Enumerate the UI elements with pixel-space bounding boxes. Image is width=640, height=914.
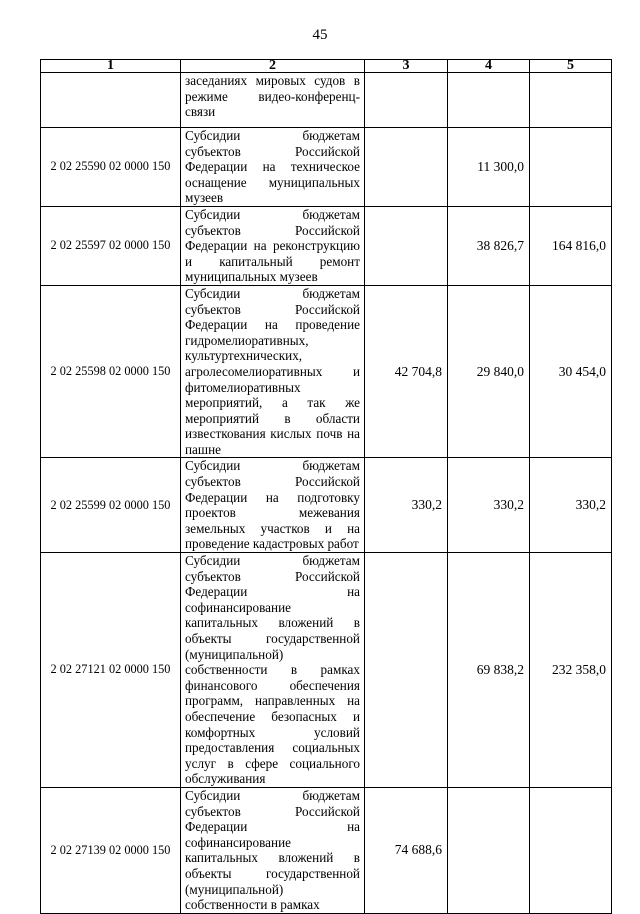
description-line: режиме видео-конференц- xyxy=(185,88,360,104)
column-header-5: 5 xyxy=(530,60,612,73)
amount-col5-cell xyxy=(530,73,612,128)
description-line: предоставления социальных xyxy=(185,740,360,756)
description-line: комфортных условий xyxy=(185,724,360,740)
description-line: Субсидии бюджетам xyxy=(185,128,360,143)
description-line: Федерации на реконструкцию xyxy=(185,238,360,254)
amount-col3-cell: 330,2 xyxy=(365,458,448,553)
description-line: Субсидии бюджетам xyxy=(185,458,360,474)
table-row xyxy=(41,128,612,207)
amount-col5-cell xyxy=(530,787,612,913)
amount-col4-cell xyxy=(448,73,530,128)
amount-col4-cell: 11 300,0 xyxy=(448,128,530,207)
budget-code-cell: 2 02 27121 02 0000 150 xyxy=(41,553,181,788)
description-line: Субсидии бюджетам xyxy=(185,553,360,569)
amount-col4-cell: 69 838,2 xyxy=(448,553,530,788)
description-line: собственности в рамках xyxy=(185,897,320,913)
description-line: муниципальных музеев xyxy=(185,269,318,285)
description-line: софинансирование xyxy=(185,599,291,615)
amount-col5-cell: 30 454,0 xyxy=(530,285,612,458)
description-line: Федерации на xyxy=(185,819,360,835)
description-line: капитальных вложений в xyxy=(185,850,360,866)
description-cell xyxy=(181,73,365,128)
description-line: Федерации на проведение xyxy=(185,317,360,333)
budget-code-cell: 2 02 27139 02 0000 150 xyxy=(41,787,181,913)
description-line: известкования кислых почв на xyxy=(185,426,360,442)
description-line: Субсидии бюджетам xyxy=(185,787,360,803)
description-cell xyxy=(181,458,365,553)
amount-col3-cell xyxy=(365,73,448,128)
description-cell xyxy=(181,787,365,913)
table-row xyxy=(41,553,612,788)
column-header-2: 2 xyxy=(181,60,365,73)
description-line: Федерации на техническое xyxy=(185,159,360,175)
description-line: пашне xyxy=(185,441,221,457)
budget-code-cell: 2 02 25599 02 0000 150 xyxy=(41,458,181,553)
column-header-3: 3 xyxy=(365,60,448,73)
description-line: объекты государственной xyxy=(185,631,360,646)
description-line: (муниципальной) xyxy=(185,646,284,662)
description-line: объекты государственной xyxy=(185,865,360,881)
description-line: Федерации на xyxy=(185,584,360,600)
amount-col5-cell: 330,2 xyxy=(530,458,612,553)
amount-col5-cell: 232 358,0 xyxy=(530,553,612,788)
description-cell xyxy=(181,128,365,207)
description-line: фитомелиоративных xyxy=(185,379,301,395)
description-line: земельных участков и на xyxy=(185,520,360,536)
column-header-4: 4 xyxy=(448,60,530,73)
description-line: проведение кадастровых работ xyxy=(185,536,359,552)
description-line: субъектов Российской xyxy=(185,474,360,490)
description-line: субъектов Российской xyxy=(185,301,360,317)
table-row xyxy=(41,206,612,285)
amount-col4-cell: 29 840,0 xyxy=(448,285,530,458)
budget-code-cell xyxy=(41,73,181,128)
description-line: заседаниях мировых судов в xyxy=(185,73,360,88)
table-body xyxy=(41,73,612,914)
description-line: оснащение муниципальных xyxy=(185,174,360,190)
description-line: музеев xyxy=(185,190,224,206)
description-line: гидромелиоративных, xyxy=(185,332,309,348)
page-number: 45 xyxy=(312,27,328,43)
amount-col3-cell xyxy=(365,128,448,207)
description-cell xyxy=(181,553,365,788)
description-line: программ, направленных на xyxy=(185,693,360,709)
description-line: финансового обеспечения xyxy=(185,677,360,693)
amount-col3-cell xyxy=(365,553,448,788)
budget-code-cell: 2 02 25598 02 0000 150 xyxy=(41,285,181,458)
description-line: (муниципальной) xyxy=(185,881,284,897)
description-line: Субсидии бюджетам xyxy=(185,285,360,301)
description-line: агролесомелиоративных и xyxy=(185,363,360,379)
description-line: и капитальный ремонт xyxy=(185,253,360,269)
description-line: субъектов Российской xyxy=(185,143,360,159)
amount-col3-cell: 42 704,8 xyxy=(365,285,448,458)
description-line: субъектов Российской xyxy=(185,568,360,584)
description-line: Субсидии бюджетам xyxy=(185,206,360,222)
description-line: Федерации на подготовку xyxy=(185,489,360,505)
description-line: культуртехнических, xyxy=(185,348,303,364)
amount-col5-cell xyxy=(530,128,612,207)
description-line: мероприятий в области xyxy=(185,410,360,426)
amount-col4-cell: 330,2 xyxy=(448,458,530,553)
amount-col4-cell: 38 826,7 xyxy=(448,206,530,285)
description-line: связи xyxy=(185,104,216,120)
description-line: капитальных вложений в xyxy=(185,615,360,631)
amount-col3-cell xyxy=(365,206,448,285)
description-line: обслуживания xyxy=(185,771,266,787)
description-line: проектов межевания xyxy=(185,505,360,521)
description-line: услуг в сфере социального xyxy=(185,755,360,771)
amount-col3-cell: 74 688,6 xyxy=(365,787,448,913)
description-line: обеспечение безопасных и xyxy=(185,708,360,724)
table-header-row xyxy=(41,60,612,73)
description-line: собственности в рамках xyxy=(185,662,360,678)
budget-table xyxy=(40,59,612,914)
table-row xyxy=(41,285,612,458)
budget-code-cell: 2 02 25597 02 0000 150 xyxy=(41,206,181,285)
budget-code-cell: 2 02 25590 02 0000 150 xyxy=(41,128,181,207)
amount-col4-cell xyxy=(448,787,530,913)
description-line: субъектов Российской xyxy=(185,222,360,238)
description-line: мероприятий, а так же xyxy=(185,395,360,411)
column-header-1: 1 xyxy=(41,60,181,73)
amount-col5-cell: 164 816,0 xyxy=(530,206,612,285)
description-line: субъектов Российской xyxy=(185,803,360,819)
description-cell xyxy=(181,285,365,458)
table-row xyxy=(41,73,612,128)
table-row xyxy=(41,458,612,553)
table-row xyxy=(41,787,612,913)
description-cell xyxy=(181,206,365,285)
description-line: софинансирование xyxy=(185,834,291,850)
